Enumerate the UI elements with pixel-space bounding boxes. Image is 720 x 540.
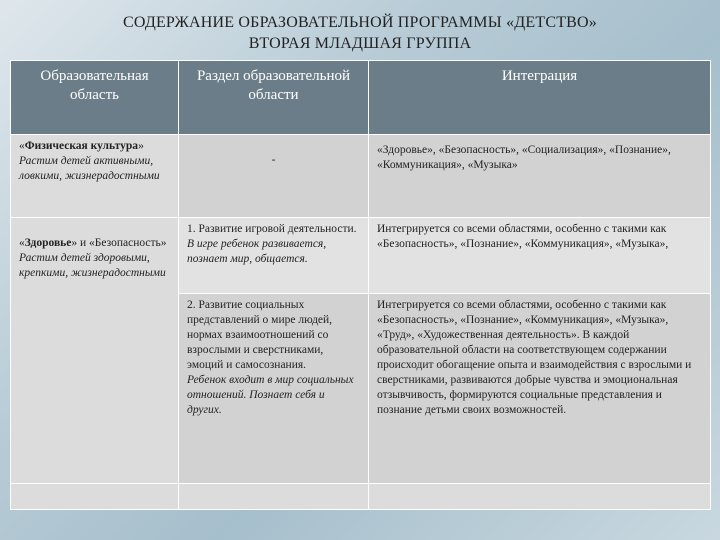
quote-close: » и «Безопасность»	[71, 237, 167, 250]
section-cell	[179, 293, 369, 483]
header-section: Раздел образовательной области	[179, 61, 369, 135]
quote-open: «	[19, 237, 25, 250]
integration-cell	[369, 293, 711, 483]
section-description: Ребенок входит в мир социальных отношений. Познает себя и других.	[187, 373, 354, 416]
area-cell	[11, 218, 179, 483]
table-row-empty	[11, 483, 711, 509]
integration-cell	[369, 135, 711, 218]
header-integration: Интеграция	[369, 61, 711, 135]
section-text: -	[271, 154, 276, 166]
program-table	[10, 60, 711, 510]
empty-cell	[369, 483, 711, 509]
section-cell	[179, 218, 369, 293]
section-text: 2. Развитие социальных представлений о мире людей, нормах взаимоотношений со взрослыми и сверстниками, эмоций и самосознания.	[187, 298, 333, 371]
quote-close: »	[138, 140, 144, 152]
integration-cell	[369, 218, 711, 293]
integration-text: Интегрируется со всеми областями, особенно с такими как «Безопасность», «Познание», «Коммуникация», «Музыка»,	[377, 223, 669, 251]
empty-cell	[179, 483, 369, 509]
area-name: Физическая культура	[24, 140, 139, 152]
table-row	[11, 218, 711, 293]
title-line-2: ВТОРАЯ МЛАДШАЯ ГРУППА	[248, 35, 472, 52]
section-cell	[179, 135, 369, 218]
integration-text: «Здоровье», «Безопасность», «Социализация», «Познание», «Коммуникация», «Музыка»	[377, 144, 671, 171]
table-header-row	[11, 61, 711, 135]
quote-open: «	[19, 140, 25, 152]
area-cell	[11, 135, 179, 218]
header-educational-area: Образовательная область	[11, 61, 179, 135]
page-title	[0, 12, 720, 54]
area-description: Растим детей здоровыми, крепкими, жизнерадостными	[19, 252, 166, 280]
title-line-1: СОДЕРЖАНИЕ ОБРАЗОВАТЕЛЬНОЙ ПРОГРАММЫ «ДЕТСТВО»	[123, 14, 597, 31]
area-description: Растим детей активными, ловкими, жизнерадостными	[19, 155, 160, 182]
table-row	[11, 135, 711, 218]
section-description: В игре ребенок развивается, познает мир, общается.	[187, 238, 327, 266]
integration-text: Интегрируется со всеми областями, особенно с такими как «Безопасность», «Познание», «Коммуникация», «Музыка», «Труд», «Художественная деятельность». В каждой образовательной области на соответствующем содержании происходит обогащение опыта и взаимодействия с взрослыми и сверстниками, развиваются добрые чувства и эмоциональная отзывчивость, формируются социальные представления и познание детьми своих возможностей.	[377, 298, 692, 416]
empty-cell	[11, 483, 179, 509]
section-text: 1. Развитие игровой деятельности.	[187, 223, 357, 236]
area-name: Здоровье	[24, 237, 72, 250]
